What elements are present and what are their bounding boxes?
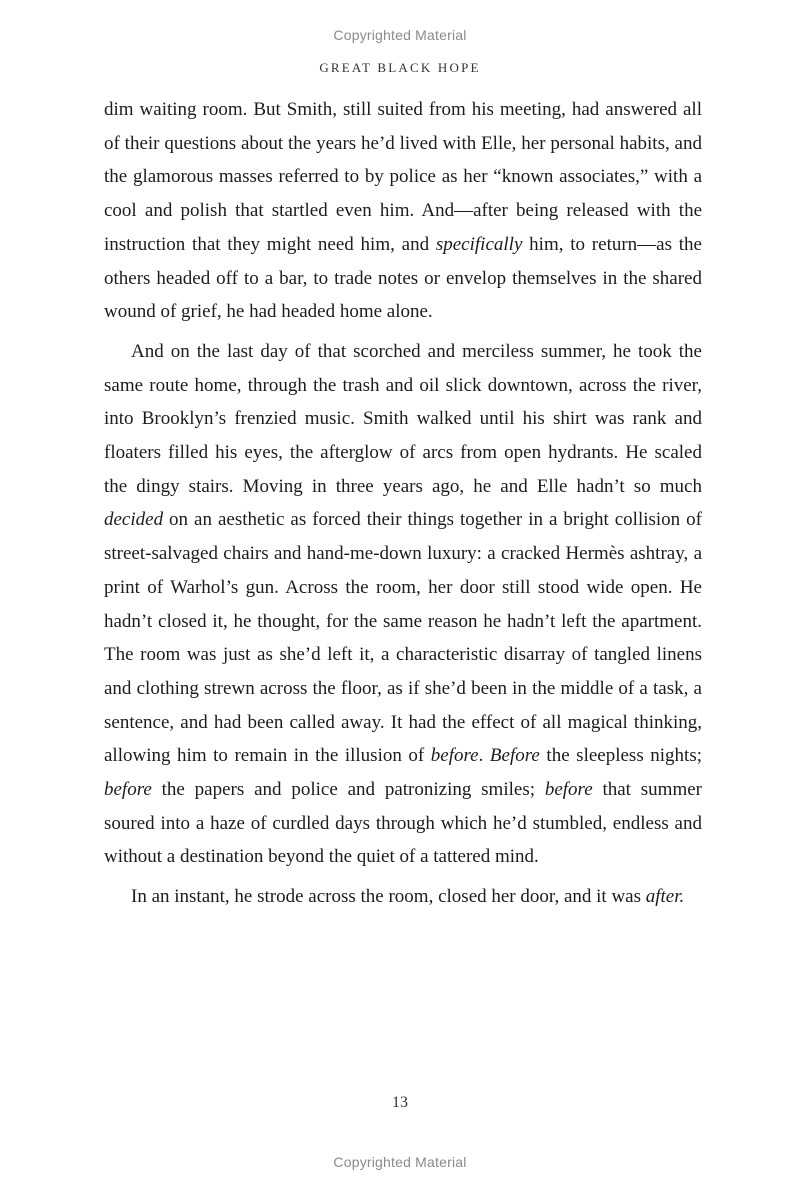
text-segment: the papers and police and patronizing smiles; xyxy=(151,779,545,801)
text-segment: In an instant, he strode across the room, closed her door, and it was xyxy=(131,886,646,908)
italic-segment: before xyxy=(544,779,593,801)
running-head: GREAT BLACK HOPE xyxy=(319,60,481,75)
text-segment: on an aesthetic as forced their things together in a bright collision of street-salvaged chairs and hand-me-down luxury: a cracked Hermès ashtray, a print of Warhol’s gun. Across the room, her door still stood wide open. He hadn’t closed it, he thought, for the same reason he hadn’t left the apartment. The room was just as she’d left it, a characteristic disarray of tangled linens and clothing strewn across the floor, as if she’d been in the middle of a task, a sentence, and had been called away. It had the effect of all magical thinking, allowing him to remain in the illusion of xyxy=(104,509,702,767)
body-text xyxy=(104,93,702,914)
copyright-watermark-bottom: Copyrighted Material xyxy=(333,1154,467,1170)
paragraph-2 xyxy=(104,335,702,874)
text-segment: And on the last day of that scorched and merciless summer, he took the same route home, through the trash and oil slick downtown, across the river, into Brooklyn’s frenzied music. Smith walked until his shirt was rank and floaters filled his eyes, the afterglow of arcs from open hydrants. He scaled the dingy stairs. Moving in three years ago, he and Elle hadn’t so much xyxy=(104,340,702,497)
text-segment: that summer soured into a haze of curdled days through which he’d stumbled, endless and without a destination beyond the quiet of a tattered mind. xyxy=(104,779,702,868)
italic-segment: before xyxy=(430,745,479,767)
italic-segment: decided xyxy=(104,509,164,531)
italic-segment: Before xyxy=(489,745,540,767)
text-segment: the sleepless nights; xyxy=(539,745,702,767)
page-number: 13 xyxy=(392,1094,408,1111)
text-segment: him, to return—as the others headed off to a bar, to trade notes or envelop themselves in the shared wound of grief, he had headed home alone. xyxy=(104,233,702,323)
italic-segment: before xyxy=(104,779,152,801)
paragraph-3 xyxy=(104,880,702,914)
text-segment: dim waiting room. But Smith, still suited from his meeting, had answered all of their questions about the years he’d lived with Elle, her personal habits, and the glamorous masses referred to by police as her “known associates,” with a cool and polish that startled even him. And—after being released with the instruction that they might need him, and xyxy=(104,99,702,255)
text-segment: . xyxy=(478,745,490,767)
italic-segment: specifically xyxy=(435,233,523,255)
italic-segment: after. xyxy=(645,886,685,908)
copyright-watermark-top: Copyrighted Material xyxy=(333,27,467,43)
paragraph-1 xyxy=(104,93,702,329)
